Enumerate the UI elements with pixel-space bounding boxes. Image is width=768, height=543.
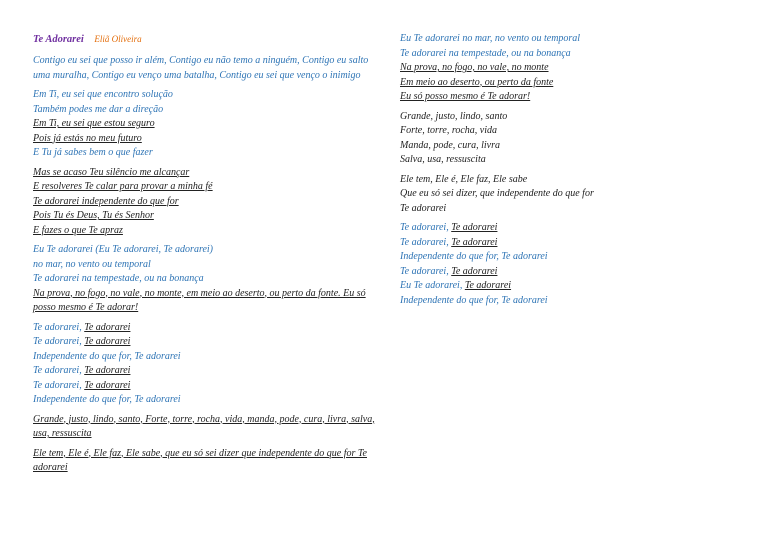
lyric-line: Em meio ao deserto, ou perto da fonte xyxy=(400,76,554,88)
chorus-line: Independente do que for, Te adorarei xyxy=(33,350,181,362)
chorus-right xyxy=(400,221,745,308)
lyric-line: Grande, justo, lindo, santo xyxy=(400,110,508,122)
chorus-lead: Te adorarei, xyxy=(400,222,449,233)
lyric-line: Eu só posso mesmo é Te adorar! xyxy=(400,91,531,102)
stanza-silencio xyxy=(33,166,378,239)
song-title: Te Adorarei xyxy=(33,34,84,45)
lyric-line: Pois já estás no meu futuro xyxy=(33,132,142,144)
lyric-line: Pois Tu és Deus, Tu és Senhor xyxy=(33,210,154,221)
chorus-line: Independente do que for, Te adorarei xyxy=(400,294,548,306)
chorus-lead: Te adorarei, xyxy=(33,379,82,391)
chorus-lead: Te adorarei, xyxy=(33,365,82,376)
chorus-lead: Eu Te adorarei, xyxy=(400,280,463,291)
stanza-grande xyxy=(33,413,378,442)
chorus-tail: Te adorarei xyxy=(464,280,512,291)
lyric-line: Ele tem, Ele é, Ele faz, Ele sabe xyxy=(400,173,528,185)
chorus-tail: Te adorarei xyxy=(84,365,131,376)
intro-stanza xyxy=(33,54,378,83)
lyric-line: Manda, pode, cura, livra xyxy=(400,139,500,151)
chorus-lead: Te adorarei, xyxy=(400,265,449,277)
stanza-ele-tem xyxy=(33,447,378,476)
lyric-line: Em Ti, eu sei que encontro solução xyxy=(33,89,173,100)
stanza-mar-right xyxy=(400,32,745,105)
lyric-line: Te adorarei na tempestade, ou na bonança xyxy=(33,273,204,284)
lyric-line: Na prova, no fogo, no vale, no monte xyxy=(400,62,549,73)
stanza-mar xyxy=(33,243,378,316)
left-column xyxy=(33,32,378,481)
chorus-tail: Te adorarei xyxy=(451,236,498,248)
lyric-line: E Tu já sabes bem o que fazer xyxy=(33,147,153,158)
chorus-line: Independente do que for, Te adorarei xyxy=(400,251,548,262)
stanza-ele-tem-right xyxy=(400,173,745,217)
chorus-line xyxy=(400,236,745,251)
lyric-line: Salva, usa, ressuscita xyxy=(400,154,486,165)
chorus-lead: Te adorarei, xyxy=(33,321,82,333)
lyric-line: E resolveres Te calar para provar a minha fé xyxy=(33,181,213,192)
song-author: Eliã Oliveira xyxy=(94,34,142,44)
lyric-line: Forte, torre, rocha, vida xyxy=(400,125,498,136)
lyric-line: Eu Te adorarei no mar, no vento ou temporal xyxy=(400,33,581,44)
chorus-lead: Te adorarei, xyxy=(33,336,82,347)
chorus-line xyxy=(33,364,378,379)
lyric-line: Em Ti, eu sei que estou seguro xyxy=(33,118,155,129)
chorus-line xyxy=(33,335,378,350)
chorus-line: Independente do que for, Te adorarei xyxy=(33,394,181,405)
chorus-tail: Te adorarei xyxy=(84,379,131,391)
title-line xyxy=(33,32,378,48)
chorus-line xyxy=(400,221,745,236)
stanza-grande-right xyxy=(400,110,745,168)
chorus-line xyxy=(33,379,378,394)
lyric-line: Eu Te adorarei (Eu Te adorarei, Te adorarei) xyxy=(33,244,214,255)
lyric-line: Te adorarei xyxy=(400,202,447,214)
lyric-line: Te adorarei independente do que for xyxy=(33,195,179,207)
lyric-line: Te adorarei na tempestade, ou na bonança xyxy=(400,47,571,59)
chorus-line xyxy=(400,279,745,294)
lyric-line: E fazes o que Te apraz xyxy=(33,224,123,236)
chorus-left xyxy=(33,321,378,408)
chorus-tail: Te adorarei xyxy=(451,265,498,277)
right-column xyxy=(400,32,745,313)
chorus-tail: Te adorarei xyxy=(451,222,498,233)
lyric-line: Mas se acaso Teu silêncio me alcançar xyxy=(33,166,190,178)
chorus-lead: Te adorarei, xyxy=(400,236,449,248)
chorus-tail: Te adorarei xyxy=(84,336,131,347)
stanza-em-ti xyxy=(33,88,378,161)
lyric-line: Também podes me dar a direção xyxy=(33,103,164,115)
chorus-tail: Te adorarei xyxy=(84,321,131,333)
chorus-line xyxy=(400,265,745,280)
lyric-line: Grande, justo, lindo, santo, Forte, torre, rocha, vida, manda, pode, cura, livra, salva, usa, ressuscita xyxy=(33,413,375,439)
chorus-line xyxy=(33,321,378,336)
lyric-line: no mar, no vento ou temporal xyxy=(33,258,151,270)
lyric-line: Ele tem, Ele é, Ele faz, Ele sabe, que eu só sei dizer que independente do que for Te adorarei xyxy=(33,447,367,473)
lyric-line: Na prova, no fogo, no vale, no monte, em meio ao deserto, ou perto da fonte. Eu só posso mesmo é Te adorar! xyxy=(33,287,366,313)
lyric-line: Que eu só sei dizer, que independente do que for xyxy=(400,188,594,199)
intro-line: Contigo eu sei que posso ir além, Contigo eu não temo a ninguém, Contigo eu salto uma muralha, Contigo eu venço uma batalha, Contigo eu sei que venço o inimigo xyxy=(33,55,369,81)
